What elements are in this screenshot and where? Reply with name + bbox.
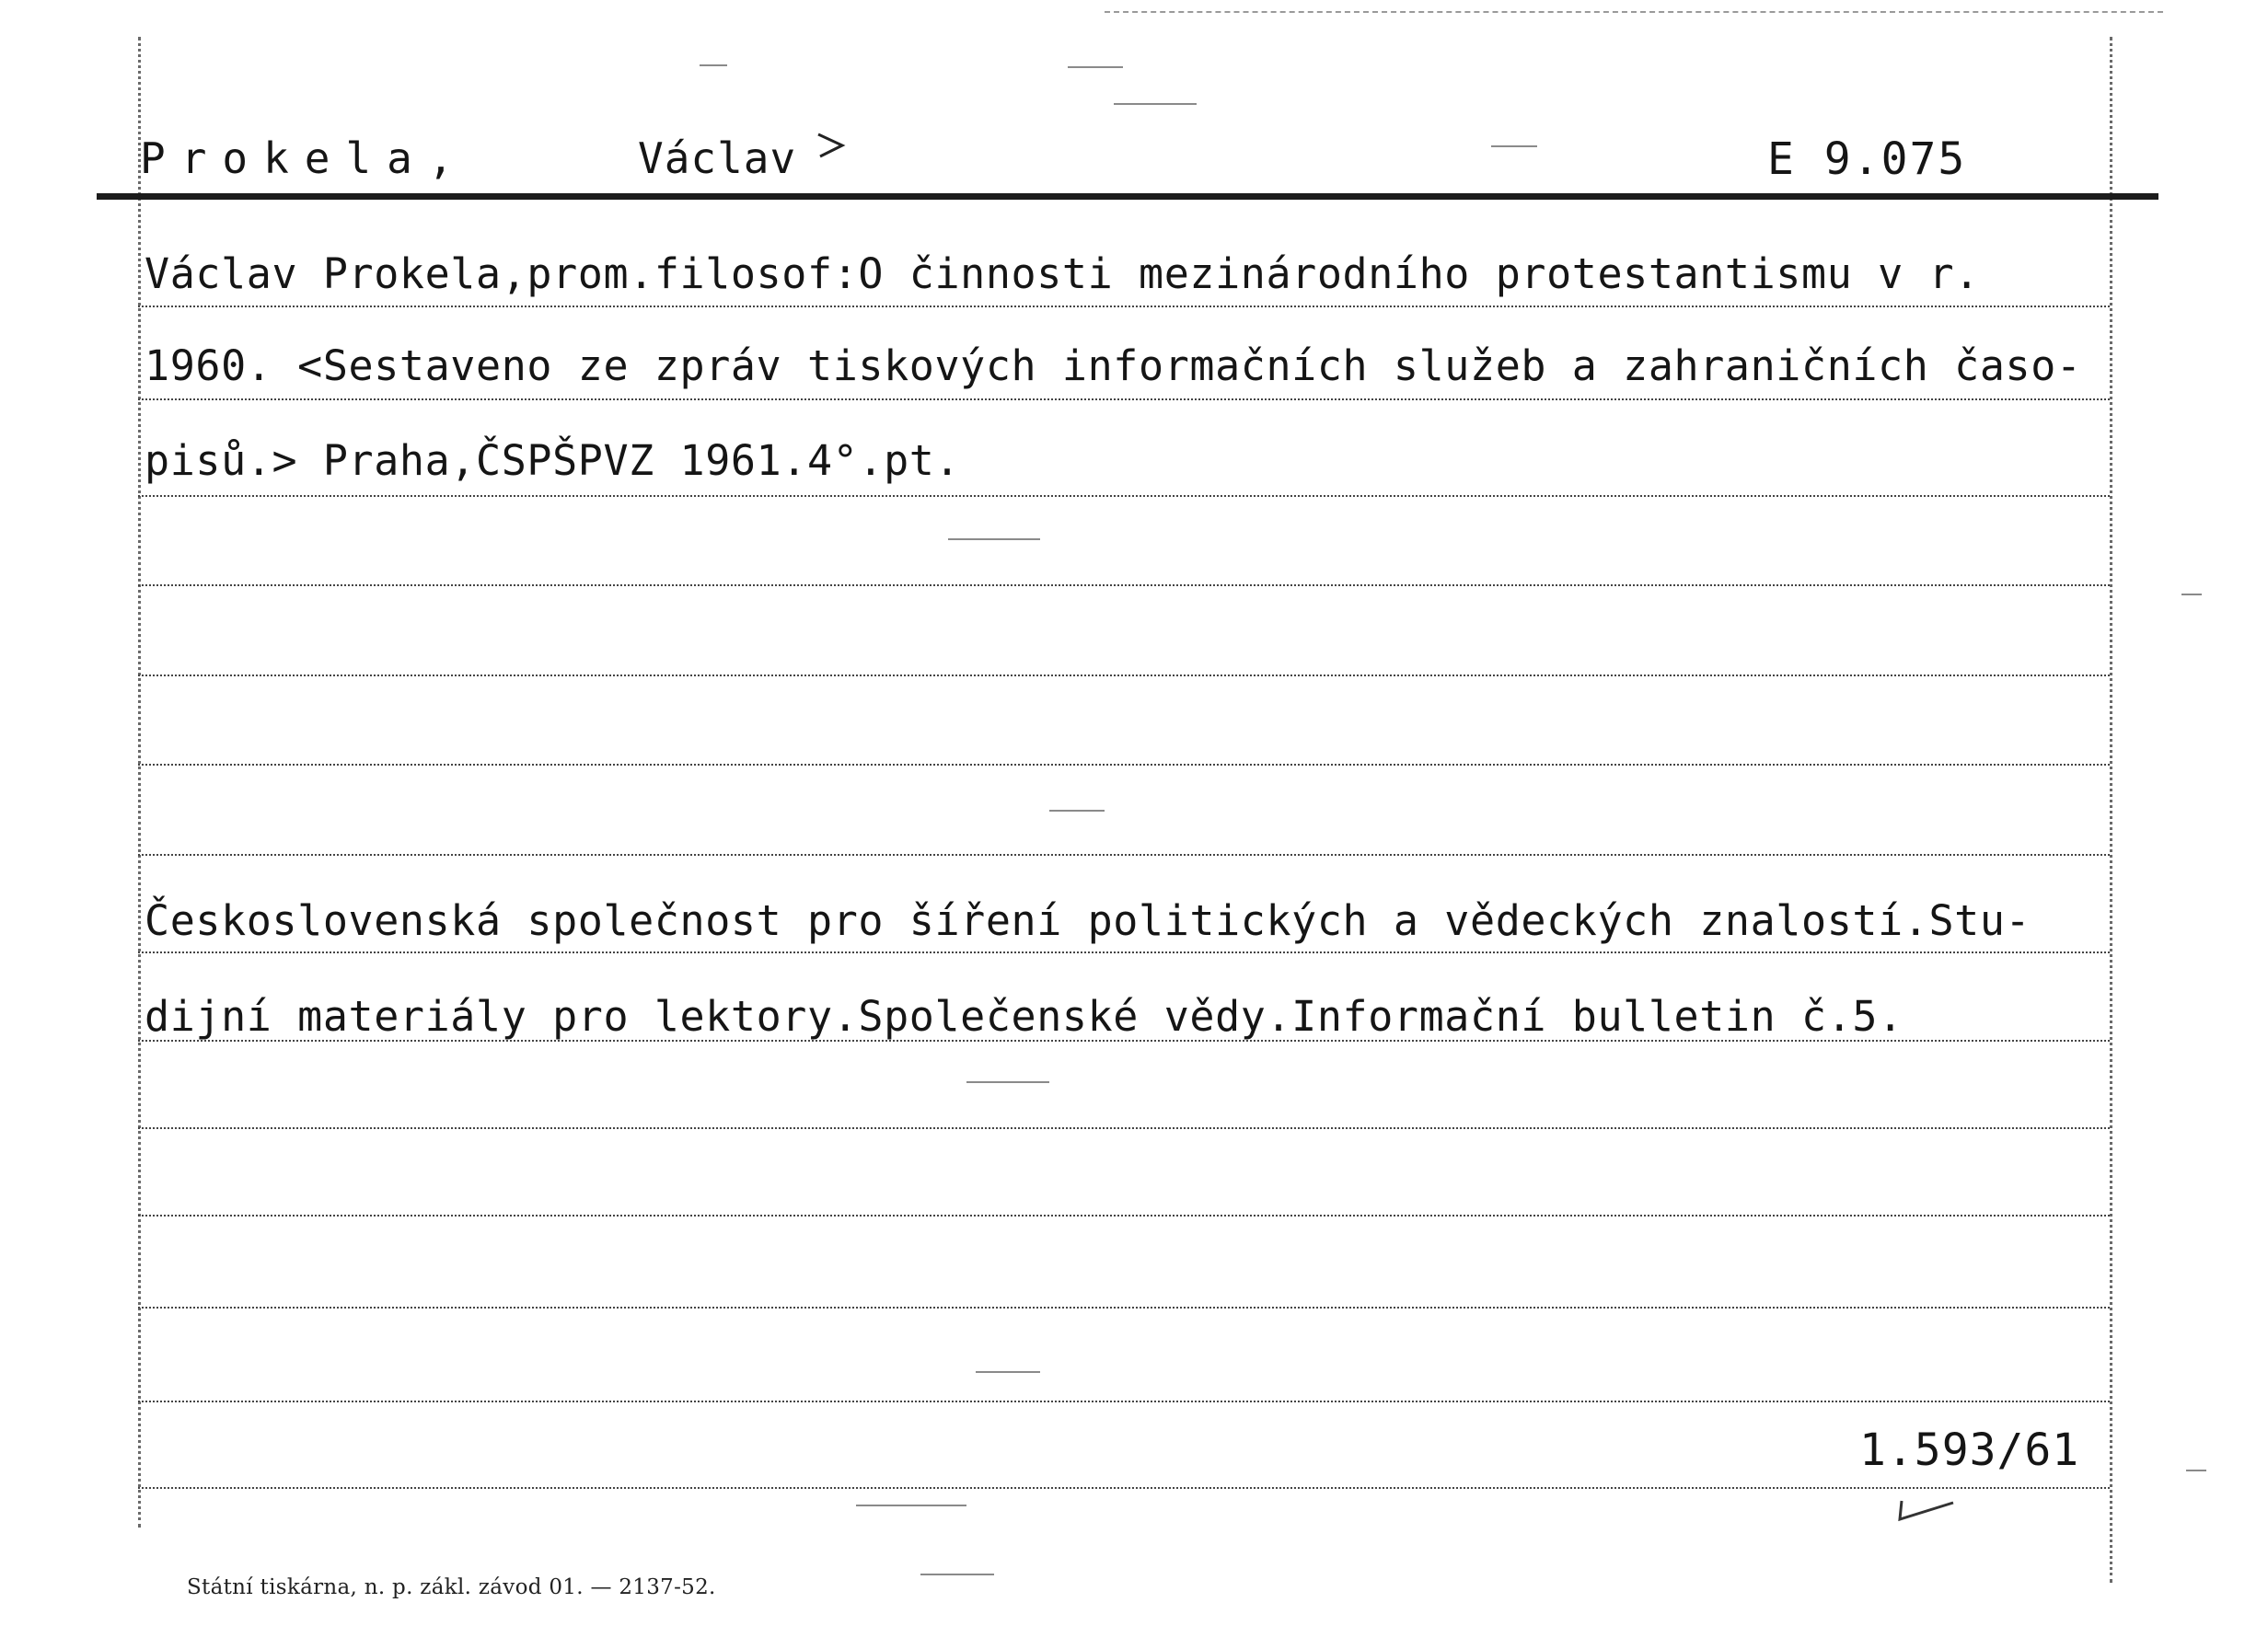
accession-number: 1.593/61 <box>1859 1424 2080 1476</box>
scan-speck <box>920 1574 994 1575</box>
ruled-line <box>138 1215 2110 1217</box>
heading-rule <box>97 193 2158 200</box>
scan-speck <box>2186 1470 2206 1471</box>
ruled-line <box>138 675 2110 676</box>
heading-surname: Prokela, <box>140 133 469 183</box>
ruled-line <box>138 306 2110 307</box>
ruled-line <box>138 398 2110 400</box>
ruled-line <box>138 1307 2110 1309</box>
scan-speck <box>700 64 727 66</box>
printer-imprint: Státní tiskárna, n. p. zákl. závod 01. — 2137-52. <box>187 1575 716 1599</box>
entry-2-line-2: dijní materiály pro lektory.Společenské vědy.Informační bulletin č.5. <box>145 992 1904 1041</box>
scan-speck <box>2181 594 2202 595</box>
scan-speck <box>1068 66 1123 68</box>
heading-first-name: Václav <box>638 133 797 183</box>
scan-speck <box>1491 145 1537 147</box>
ruled-line <box>138 951 2110 953</box>
entry-1-line-2: 1960. <Sestaveno ze zpráv tiskových informačních služeb a zahraničních časo- <box>145 341 2082 390</box>
ruled-line <box>138 1127 2110 1129</box>
ruled-line <box>138 584 2110 586</box>
scan-speck <box>966 1081 1049 1083</box>
entry-1-line-1: Václav Prokela,prom.filosof:O činnosti mezinárodního protestantismu v r. <box>145 249 1980 298</box>
ruled-line <box>138 764 2110 766</box>
entry-2-line-1: Československá společnost pro šíření politických a vědeckých znalostí.Stu- <box>145 896 2031 945</box>
scan-speck <box>1114 103 1197 105</box>
scan-speck <box>1049 810 1105 812</box>
right-margin-line <box>2110 37 2112 1583</box>
scan-speck <box>856 1505 966 1506</box>
check-mark-icon <box>1896 1495 1961 1527</box>
top-dashed-rule <box>1105 11 2163 13</box>
ruled-line <box>138 495 2110 497</box>
left-margin-line <box>138 37 141 1528</box>
shelfmark: E 9.075 <box>1767 133 1967 185</box>
ruled-line <box>138 854 2110 856</box>
ruled-line <box>138 1401 2110 1402</box>
ruled-line <box>138 1487 2110 1489</box>
scan-speck <box>976 1371 1040 1373</box>
scan-speck <box>948 538 1040 540</box>
correction-mark-icon <box>815 129 851 166</box>
entry-1-line-3: pisů.> Praha,ČSPŠPVZ 1961.4°.pt. <box>145 436 961 485</box>
